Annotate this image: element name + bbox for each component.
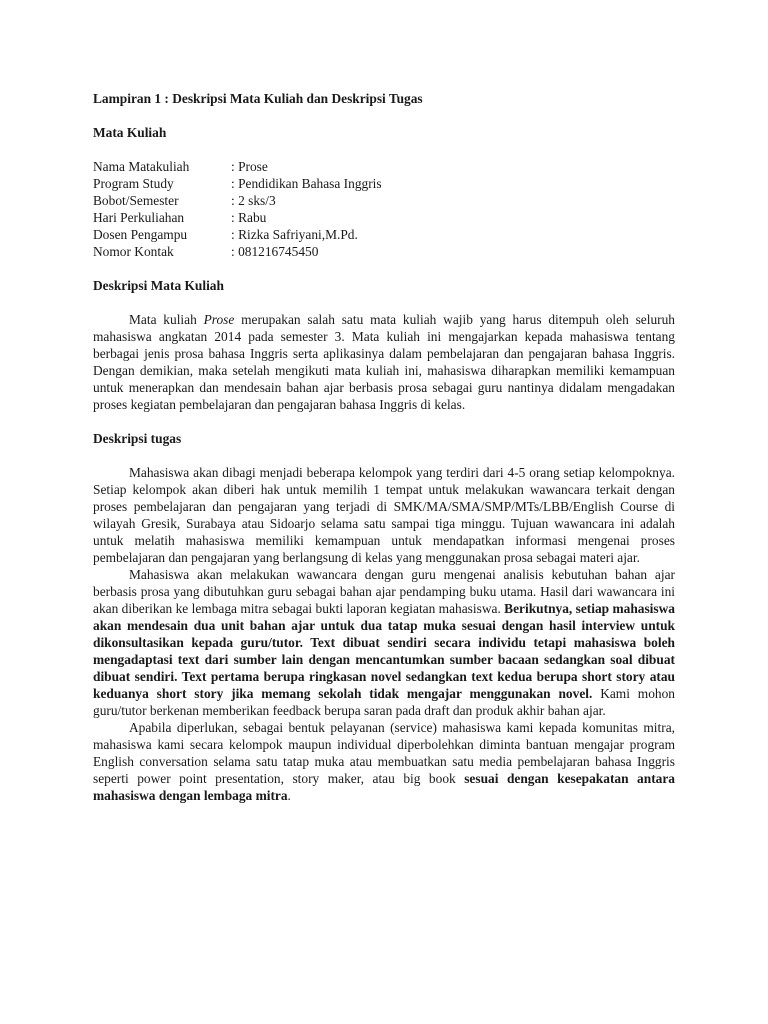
info-value: : Pendidikan Bahasa Inggris	[231, 176, 382, 191]
info-key: Bobot/Semester	[93, 193, 179, 208]
deskripsi-mata-kuliah-heading: Deskripsi Mata Kuliah	[93, 278, 224, 293]
info-key: Nama Matakuliah	[93, 159, 190, 174]
deskripsi-tugas-heading: Deskripsi tugas	[93, 431, 182, 446]
info-value: : 2 sks/3	[231, 193, 276, 208]
deskripsi-tugas-paragraph-2	[93, 566, 675, 719]
deskripsi-tugas-paragraph-1: Mahasiswa akan dibagi menjadi beberapa kelompok yang terdiri dari 4-5 orang setiap kelompoknya. Setiap kelompok akan diberi hak untuk memilih 1 tempat untuk melakukan wawancara terkait dengan proses pembelajaran dan pengajaran yang terjadi di SMK/MA/SMA/SMP/MTs/LBB/English Course di wilayah Gresik, Surabaya atau Sidoarjo selama satu sampai tiga minggu. Tujuan wawancara ini adalah untuk melatih mahasiswa memiliki kemampuan untuk mendapatkan informasi mengenai proses pembelajaran dan pengajaran yang berlangsung di kelas yang menggunakan prosa sebagai materi ajar.	[93, 465, 675, 565]
document-page	[93, 90, 675, 804]
deskripsi-tugas-paragraph-3	[93, 719, 675, 804]
paragraph-text: .	[287, 788, 291, 803]
paragraph-text: Mahasiswa akan melakukan wawancara dengan guru mengenai analisis kebutuhan bahan ajar berbasis prosa yang dibutuhkan guru sebagai bahan ajar pendamping buku utama. Hasil dari wawancara ini akan diberikan ke lembaga mitra sebagai bukti laporan kegiatan mahasiswa.	[93, 567, 675, 616]
info-value: : Rabu	[231, 210, 267, 225]
info-value: : Rizka Safriyani,M.Pd.	[231, 227, 358, 242]
info-key: Nomor Kontak	[93, 244, 174, 259]
mata-kuliah-heading: Mata Kuliah	[93, 125, 167, 140]
paragraph-text: Mata kuliah	[129, 312, 204, 327]
paragraph-text: merupakan salah satu mata kuliah wajib yang harus ditempuh oleh seluruh mahasiswa angkatan 2014 pada semester 3. Mata kuliah ini mengajarkan kepada mahasiswa tentang berbagai jenis prosa bahasa Inggris serta aplikasinya dalam pembelajaran dan pengajaran bahasa Inggris. Dengan demikian, maka setelah mengikuti mata kuliah ini, mahasiswa diharapkan memiliki kemampuan untuk menerapkan dan mendesain bahan ajar berbasis prosa sebagai guru nantinya didalam mengadakan proses kegiatan pembelajaran dan pengajaran bahasa Inggris di kelas.	[93, 312, 675, 412]
info-row	[93, 209, 675, 226]
info-key: Program Study	[93, 176, 174, 191]
info-row	[93, 226, 675, 243]
paragraph-text: Apabila diperlukan, sebagai bentuk pelayanan (service) mahasiswa kami kepada komunitas mitra, mahasiswa kami secara kelompok maupun individual diperbolehkan diminta bantuan mengajar program English conversation selama satu tatap muka atau membuatkan satu media pembelajaran bahasa Inggris seperti power point presentation, story maker, atau big book	[93, 720, 675, 786]
deskripsi-mata-kuliah-paragraph	[93, 311, 675, 413]
paragraph-italic-text: Prose	[203, 312, 235, 327]
info-row	[93, 243, 675, 260]
info-key: Hari Perkuliahan	[93, 210, 185, 225]
info-row	[93, 158, 675, 175]
info-row	[93, 192, 675, 209]
paragraph-bold-text: sesuai dengan kesepakatan antara mahasiswa dengan lembaga mitra	[93, 771, 675, 803]
document-title: Lampiran 1 : Deskripsi Mata Kuliah dan Deskripsi Tugas	[93, 91, 423, 106]
course-info-table	[93, 158, 675, 260]
info-value: : Prose	[231, 159, 268, 174]
paragraph-bold-text: Berikutnya, setiap mahasiswa akan mendesain dua unit bahan ajar untuk dua tatap muka sesuai dengan hasil interview untuk dikonsultasikan kepada guru/tutor. Text dibuat sendiri secara individu tetapi mahasiswa boleh mengadaptasi text dari sumber lain dengan mencantumkan sumber bacaan sedangkan soal dibuat dibuat sendiri. Text pertama berupa ringkasan novel sedangkan text kedua berupa short story atau keduanya short story jika memang sekolah tidak mengajar menggunakan novel.	[93, 601, 675, 701]
info-key: Dosen Pengampu	[93, 227, 188, 242]
info-value: : 081216745450	[231, 244, 319, 259]
info-row	[93, 175, 675, 192]
paragraph-text: Kami mohon guru/tutor berkenan memberikan feedback berupa saran pada draft dan produk akhir bahan ajar.	[93, 686, 675, 718]
